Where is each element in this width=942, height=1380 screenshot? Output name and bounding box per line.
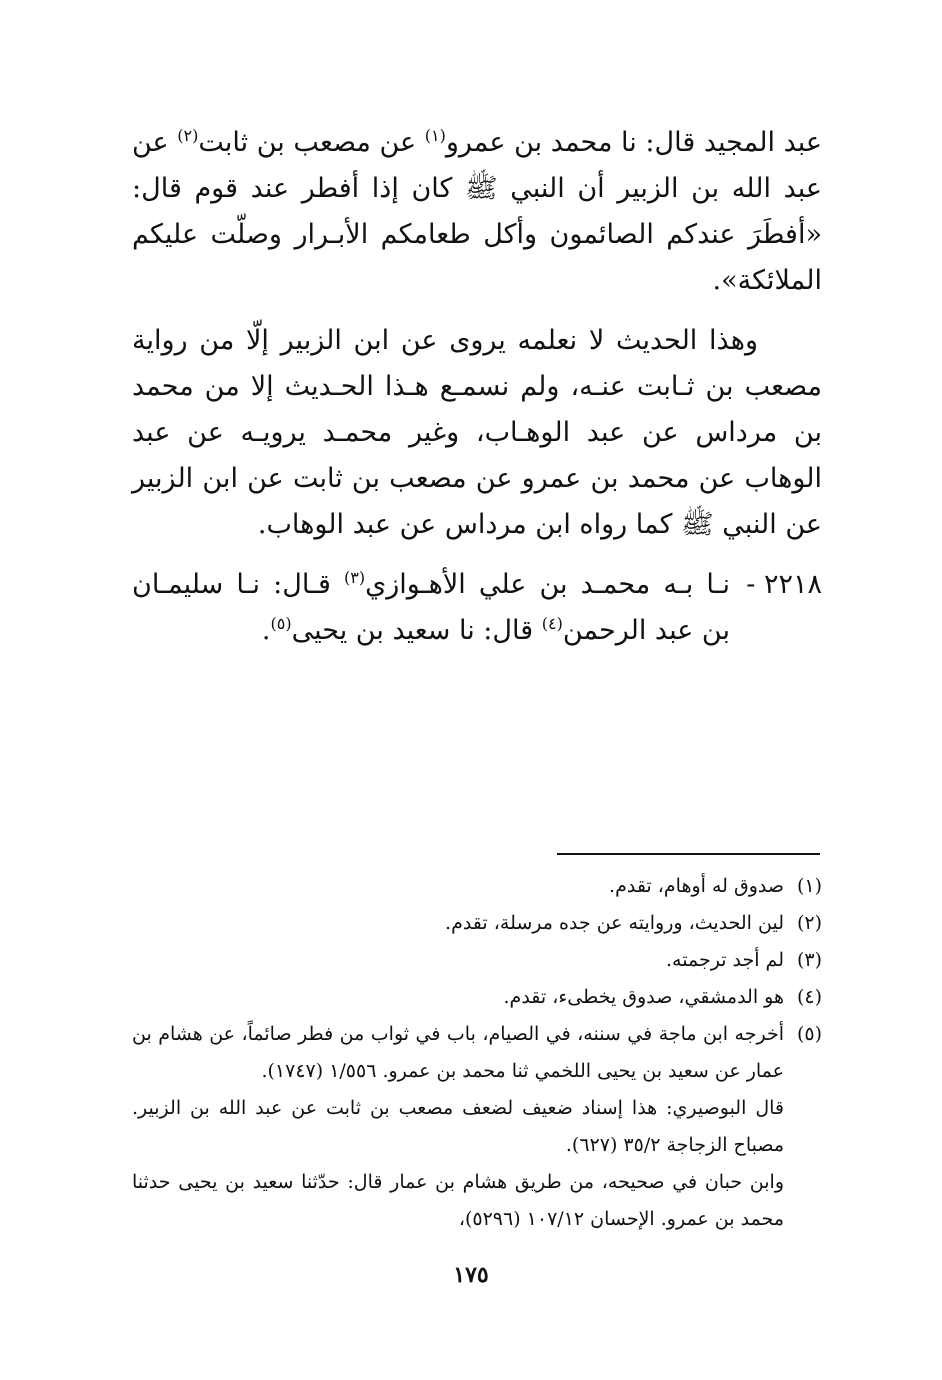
footnote-number: (٤) [796, 986, 822, 1008]
footnote-ref-4[interactable]: (٤) [541, 614, 563, 633]
text-segment: عن مصعب بن ثابت [198, 127, 425, 158]
footnote-2 [132, 905, 822, 942]
footnote-5 [132, 1016, 822, 1090]
footnote-ref-2[interactable]: (٢) [177, 126, 199, 145]
footnote-text: هو الدمشقي، صدوق يخطىء، تقدم. [503, 986, 784, 1008]
footnote-number: (٣) [796, 949, 822, 971]
footnotes [132, 868, 822, 1238]
text-segment: قال: نا سعيد بن يحيى [291, 615, 542, 646]
footnote-ref-1[interactable]: (١) [424, 126, 446, 145]
hadith-number: ٢٢١٨ - [746, 569, 822, 600]
text-segment: عن عبد الله بن الزبير أن النبي ﷺ كان إذا أفطر عند قوم قال: «أفطَرَ عندكم الصائمون وأكل طعامكم الأبـرار وصلّت عليكم الملائكة». [132, 127, 822, 296]
footnote-text: لين الحديث، وروايته عن جده مرسلة، تقدم. [445, 912, 784, 934]
main-text [132, 120, 822, 654]
footnote-text: صدوق له أوهام، تقدم. [609, 875, 784, 897]
footnote-text: وابن حبان في صحيحه، من طريق هشام بن عمار قال: حدّثنا سعيد بن يحيى حدثنا محمد بن عمرو. الإحسان ١٠٧/١٢ (٥٢٩٦)، [132, 1171, 784, 1230]
footnote-ref-3[interactable]: (٣) [343, 568, 366, 587]
footnote-5-continuation [132, 1090, 822, 1164]
page-number: ١٧٥ [453, 1262, 489, 1288]
paragraph-2: وهذا الحديث لا نعلمه يروى عن ابن الزبير إلّا من رواية مصعب بن ثـابت عنـه، ولم نسمـع هـذا الحـديث إلا من محمد بن مرداس عن عبد الوهـاب، وغير محمـد يرويـه عن عبد الوهاب عن محمد بن عمرو عن مصعب بن ثابت عن ابن الزبير عن النبي ﷺ كما رواه ابن مرداس عن عبد الوهاب. [132, 325, 822, 540]
text-segment: نـا بـه محمـد بن علي الأهـوازي [365, 569, 730, 600]
footnote-5-continuation [132, 1164, 822, 1238]
footnote-4 [132, 979, 822, 1016]
footnote-ref-5[interactable]: (٥) [270, 614, 292, 633]
hadith-2218 [132, 562, 822, 654]
footnote-3 [132, 942, 822, 979]
footnote-text: قال البوصيري: هذا إسناد ضعيف لضعف مصعب بن ثابت عن عبد الله بن الزبير. مصباح الزجاجة ٣٥/٢ (٦٢٧). [132, 1097, 784, 1156]
paragraph-1 [132, 120, 822, 304]
footnote-number: (٥) [796, 1023, 822, 1045]
footnote-divider [557, 853, 820, 855]
footnote-1 [132, 868, 822, 905]
text-segment: قـال: نـا سليمـان بن عبد الرحمن [132, 569, 730, 646]
footnote-number: (١) [796, 875, 822, 897]
footnote-number: (٢) [796, 912, 822, 934]
footnote-text: لم أجد ترجمته. [666, 949, 784, 971]
text-segment: . [261, 615, 271, 646]
text-segment: عبد المجيد قال: نا محمد بن عمرو [445, 127, 822, 158]
footnote-text: أخرجه ابن ماجة في سننه، في الصيام، باب في ثواب من فطر صائماً، عن هشام بن عمار عن سعيد بن يحيى اللخمي ثنا محمد بن عمرو. ١/٥٥٦ (١٧٤٧). [132, 1023, 784, 1082]
